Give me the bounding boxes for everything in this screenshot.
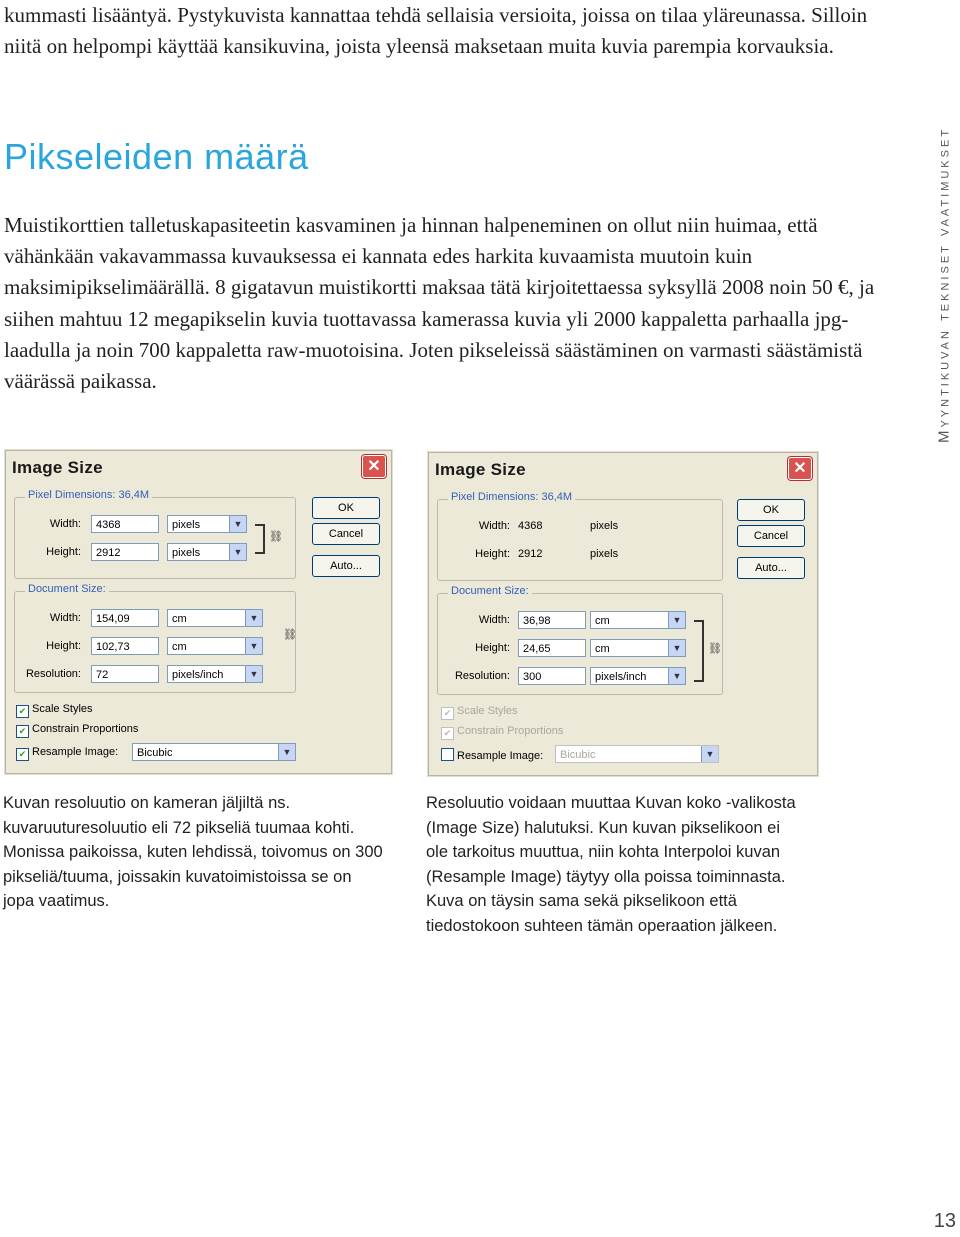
link-bracket [694, 620, 704, 682]
chevron-down-icon: ▼ [245, 666, 262, 682]
page-number: 13 [933, 1210, 956, 1232]
document-size-group [437, 585, 723, 695]
chevron-down-icon: ▼ [245, 638, 262, 654]
pixel-dimensions-label: Pixel Dimensions: 36,4M [448, 491, 575, 503]
intro-paragraph: kummasti lisääntyä. Pystykuvista kannattaa tehdä sellaisia versioita, joissa on tilaa yläreunassa. Silloin niitä on helpompi käyttää kansikuvina, joista yleensä maksetaan muita kuvia parempia korvauksia. [4, 3, 868, 58]
chevron-down-icon: ▼ [229, 544, 246, 560]
caption-right: Resoluutio voidaan muuttaa Kuvan koko -valikosta (Image Size) halutuksi. Kun kuvan pikselikoon ei ole tarkoitus muuttua, niin kohta Interpoloi kuvan (Resample Image) täytyy olla poissa toiminnasta. Kuva on täysin sama sekä pikselikoon että tiedostokoon suhteen tämän operaation jälkeen. [426, 794, 796, 935]
scale-styles-checkbox[interactable] [441, 705, 518, 720]
width-value: 4368 [518, 520, 543, 532]
doc-width-unit-value: cm [595, 615, 610, 627]
scale-styles-label: Scale Styles [457, 705, 518, 717]
sidebar-label: Myyntikuvan tekniset vaatimukset [935, 126, 953, 444]
ok-button[interactable]: OK [312, 497, 380, 519]
resample-method-value: Bicubic [137, 747, 173, 759]
doc-height-unit-value: cm [172, 641, 187, 653]
caption-left: Kuvan resoluutio on kameran jäljiltä ns. kuvaruuturesoluutio eli 72 pikseliä tuumaa kohti. Monissa paikoissa, kuten lehdissä, toivomus on 300 pikseliä/tuuma, joissakin kuvatoimistoissa se on jopa vaatimus. [3, 794, 383, 911]
sidebar-running-title [932, 126, 956, 444]
checkmark-icon: ✔ [16, 725, 29, 738]
doc-width-label: Width: [49, 612, 81, 624]
doc-height-input[interactable]: 102,73 [91, 637, 159, 655]
resample-image-checkbox[interactable] [441, 748, 543, 762]
height-unit: pixels [590, 548, 619, 560]
chevron-down-icon: ▼ [245, 610, 262, 626]
document-size-label: Document Size: [25, 583, 109, 595]
scale-styles-checkbox[interactable] [16, 703, 93, 718]
doc-width-unit-value: cm [172, 613, 187, 625]
image-size-dialog-before [5, 450, 392, 774]
document-size-label: Document Size: [448, 585, 532, 597]
doc-width-label: Width: [478, 614, 510, 626]
checkmark-icon: ✔ [441, 727, 454, 740]
resolution-input[interactable]: 72 [91, 665, 159, 683]
resolution-unit-value: pixels/inch [172, 669, 224, 681]
doc-height-unit-select[interactable] [590, 639, 686, 657]
title-bar [429, 453, 817, 487]
constrain-label: Constrain Proportions [32, 723, 139, 735]
resample-label: Resample Image: [457, 750, 544, 762]
pixel-dimensions-label: Pixel Dimensions: 36,4M [25, 489, 152, 501]
cancel-button[interactable]: Cancel [312, 523, 380, 545]
image-size-dialog-after [428, 452, 818, 776]
height-unit-select[interactable] [167, 543, 247, 561]
dialog-title: Image Size [435, 460, 526, 479]
document-size-group [14, 583, 297, 693]
height-label: Height: [475, 548, 510, 560]
doc-width-unit-select[interactable] [167, 609, 263, 627]
resolution-unit-select[interactable] [590, 667, 686, 685]
resample-method-value: Bicubic [560, 749, 596, 761]
doc-height-unit-value: cm [595, 643, 610, 655]
constrain-label: Constrain Proportions [457, 725, 564, 737]
height-label: Height: [46, 546, 81, 558]
body-paragraph: Muistikorttien talletuskapasiteetin kasvaminen ja hinnan halpeneminen on ollut niin huimaa, että vähänkään vakavammassa kuvauksessa ei kannata edes harkita kuvaamista muutoin kuin maksimipikselimäärällä. 8 gigatavun muistikortti maksaa tätä kirjoitettaessa syksyllä 2008 noin 50 €, ja siihen mahtuu 12 megapikselin kuvia tuottavassa kamerassa kuvia yli 2000 kappaletta parhaalla jpg-laadulla ja noin 700 kappaletta raw-muotoisina. Joten pikseleissä säästäminen on varmasti säästämistä väärässä paikassa. [4, 213, 875, 394]
width-input[interactable]: 4368 [91, 515, 159, 533]
checkmark-icon: ✔ [16, 748, 29, 761]
resolution-unit-value: pixels/inch [595, 671, 647, 683]
constrain-proportions-checkbox[interactable] [16, 723, 138, 738]
chevron-down-icon: ▼ [278, 744, 295, 760]
doc-width-input[interactable]: 154,09 [91, 609, 159, 627]
chain-link-icon: ⛓ [283, 629, 297, 641]
cancel-button[interactable]: Cancel [737, 525, 805, 547]
auto-button[interactable]: Auto... [312, 555, 380, 577]
width-unit-value: pixels [172, 519, 201, 531]
section-heading: Pikseleiden määrä [4, 136, 309, 177]
resolution-unit-select[interactable] [167, 665, 263, 683]
close-icon[interactable]: ✕ [788, 457, 812, 480]
auto-button[interactable]: Auto... [737, 557, 805, 579]
width-unit-select[interactable] [167, 515, 247, 533]
resolution-label: Resolution: [25, 668, 81, 680]
height-value: 2912 [518, 548, 543, 560]
doc-height-unit-select[interactable] [167, 637, 263, 655]
ok-button[interactable]: OK [737, 499, 805, 521]
height-input[interactable]: 2912 [91, 543, 159, 561]
chain-link-icon: ⛓ [708, 643, 722, 655]
doc-width-input[interactable]: 36,98 [518, 611, 586, 629]
checkmark-icon: ✔ [441, 707, 454, 720]
resample-image-checkbox[interactable] [16, 746, 118, 761]
chevron-down-icon: ▼ [229, 516, 246, 532]
height-unit-value: pixels [172, 547, 201, 559]
close-icon[interactable]: ✕ [362, 455, 386, 478]
dialog-title: Image Size [12, 458, 103, 477]
pixel-dimensions-group [437, 491, 723, 581]
checkbox-empty-icon [441, 748, 454, 761]
resample-method-select[interactable] [555, 745, 719, 763]
doc-height-input[interactable]: 24,65 [518, 639, 586, 657]
resample-label: Resample Image: [32, 746, 119, 758]
constrain-proportions-checkbox[interactable] [441, 725, 563, 740]
doc-height-label: Height: [46, 640, 81, 652]
checkmark-icon: ✔ [16, 705, 29, 718]
chevron-down-icon: ▼ [668, 668, 685, 684]
width-label: Width: [478, 520, 510, 532]
title-bar [6, 451, 391, 485]
scale-styles-label: Scale Styles [32, 703, 93, 715]
resolution-label: Resolution: [454, 670, 510, 682]
doc-width-unit-select[interactable] [590, 611, 686, 629]
chevron-down-icon: ▼ [668, 612, 685, 628]
doc-height-label: Height: [475, 642, 510, 654]
resolution-input[interactable]: 300 [518, 667, 586, 685]
resample-method-select[interactable] [132, 743, 296, 761]
link-bracket [255, 524, 265, 554]
width-label: Width: [49, 518, 81, 530]
chain-link-icon: ⛓ [269, 531, 283, 543]
chevron-down-icon: ▼ [701, 746, 718, 762]
pixel-dimensions-group [14, 489, 296, 579]
chevron-down-icon: ▼ [668, 640, 685, 656]
width-unit: pixels [590, 520, 619, 532]
